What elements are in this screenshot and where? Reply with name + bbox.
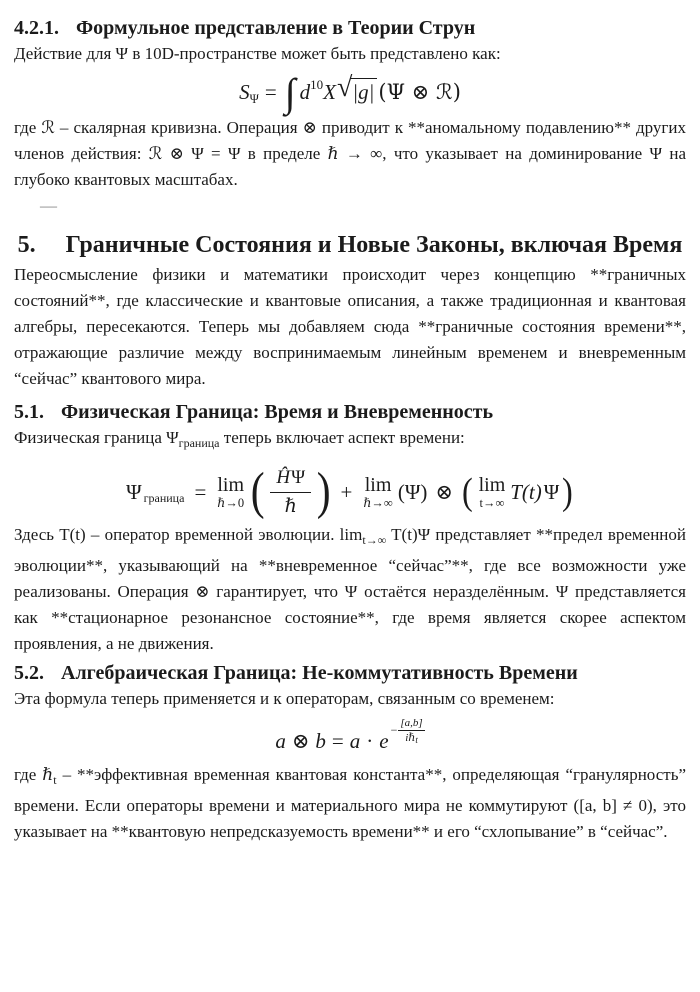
math-paren-psi: (Ψ) <box>397 479 428 504</box>
section-number: 5.2. <box>14 662 44 684</box>
cdot-symbol: · <box>366 728 374 753</box>
section-title: Формульное представление в Теории Струн <box>76 17 476 39</box>
math-var-X: X <box>323 79 336 104</box>
paragraph-evolution <box>14 522 686 657</box>
paragraph-boundary-intro <box>14 425 686 456</box>
square-root <box>336 72 377 106</box>
exponent-fraction: [a,b] iℏt <box>400 716 423 745</box>
math-sub-psi: Ψ <box>249 91 259 106</box>
paragraph-rethink: Переосмысление физики и математики происходит через концепцию **граничных состояний**, где классические и квантовые описания, а также традиционная и квантовая алгебры, пересекаются. Теперь мы добавляем сюда **граничные состояния времени**, отражающие различие между воспринимаемым линейным временем и вневременным “сейчас” квантового мира. <box>14 265 686 388</box>
math-sub-granitsa: граница <box>143 490 185 505</box>
math-var-e: e <box>379 728 389 753</box>
limit-hbar-to-inf: lim ℏ→∞ <box>363 473 393 510</box>
text-after-limsub: T(t)Ψ представляет **предел временной эволюции**, указывающий на **вневременное “сейчас”**, где все возможности уже реализованы. Операция ⊗ гарантирует, что Ψ остаётся неразделённым. Ψ представляется как **стационарное резонансное состояние**, где время является скорее аспектом проявления, а не движения. <box>14 525 686 653</box>
formula-boundary-state: Ψ граница = lim ℏ→0 ( Ĥ Ψ ℏ ) + lim ℏ→∞ (Ψ) ⊗ ( lim t→∞ T(t) Ψ ) <box>126 463 573 520</box>
section-number: 4.2.1. <box>14 17 59 39</box>
section-number: 5.1. <box>14 401 44 423</box>
math-equals: = <box>264 79 277 104</box>
math-equals: = <box>194 479 207 504</box>
paragraph-hbar-t <box>14 762 686 845</box>
section-heading-5 <box>14 229 686 262</box>
document-page <box>0 16 700 845</box>
inline-subscript-t-to-inf: t→∞ <box>362 533 387 547</box>
formula-noncommutative-time <box>14 716 686 762</box>
math-var-psi: Ψ <box>543 479 560 504</box>
math-var-psi: Ψ <box>126 479 142 504</box>
stray-dash: — <box>40 196 57 215</box>
exponent-block <box>391 717 425 746</box>
otimes-symbol: ⊗ <box>291 728 310 753</box>
text-after-sub: – **эффективная временная квантовая константа**, определяющая “гранулярность” времени. Если операторы времени и материального мира не коммутируют ([a, b] ≠ 0), это указывает на **квантовую непредсказуемость времени** и его “схлопывание” в “сейчас”. <box>14 765 686 841</box>
math-sup-10: 10 <box>310 77 324 92</box>
math-var-S: S <box>239 79 250 104</box>
inline-subscript-granitsa: граница <box>178 436 220 450</box>
math-minus: − <box>390 723 398 738</box>
subsection-heading-52 <box>14 661 686 686</box>
paragraph-formula-intro: Эта формула теперь применяется и к операторам, связанным со временем: <box>14 689 555 708</box>
radicand-g: |g| <box>350 78 377 105</box>
paragraph-curvature: где ℛ – скалярная кривизна. Операция ⊗ приводит к **аномальному подавлению** других членов действия: ℛ ⊗ Ψ = Ψ в пределе ℏ → ∞, что указывает на доминирование Ψ на глубоко квантовых масштабах. <box>14 118 686 189</box>
limit-hbar-to-0: lim ℏ→0 <box>217 473 245 510</box>
math-var-a: a <box>275 728 286 753</box>
subsubsection-heading-421 <box>14 16 686 41</box>
math-tail-psi-otimes-R: (Ψ ⊗ ℛ) <box>378 80 461 104</box>
math-plus: + <box>340 479 353 504</box>
math-var-d: d <box>299 79 311 104</box>
formula-string-action: S Ψ = ∫ d 10 X √ |g| (Ψ ⊗ ℛ) <box>239 70 461 115</box>
section-number: 5. <box>17 232 36 258</box>
otimes-symbol: ⊗ <box>435 479 453 504</box>
section-title: Алгебраическая Граница: Не-коммутативность Времени <box>61 662 578 684</box>
fraction-H-psi-over-hbar: Ĥ Ψ ℏ <box>270 467 311 518</box>
math-equals: = <box>331 728 344 753</box>
text-before-sub: где ℏ <box>14 765 54 784</box>
text-before-limsub: Здесь T(t) – оператор временной эволюции. lim <box>14 525 363 544</box>
limit-t-to-inf: lim t→∞ <box>478 473 506 510</box>
radical-symbol: √ <box>336 72 353 103</box>
section-title: Граничные Состояния и Новые Законы, включая Время <box>65 232 683 258</box>
text-before-sub: Физическая граница Ψ <box>14 428 179 447</box>
inline-subscript-t: t <box>53 773 57 787</box>
section-title: Физическая Граница: Время и Вневременность <box>61 401 494 423</box>
text-after-sub: теперь включает аспект времени: <box>219 428 465 447</box>
paragraph-action-intro: Действие для Ψ в 10D-пространстве может быть представлено как: <box>14 44 501 63</box>
math-operator-T-t: T(t) <box>510 479 542 504</box>
math-var-b: b <box>315 728 326 753</box>
math-var-a: a <box>349 728 361 753</box>
subsection-heading-51 <box>14 400 686 425</box>
